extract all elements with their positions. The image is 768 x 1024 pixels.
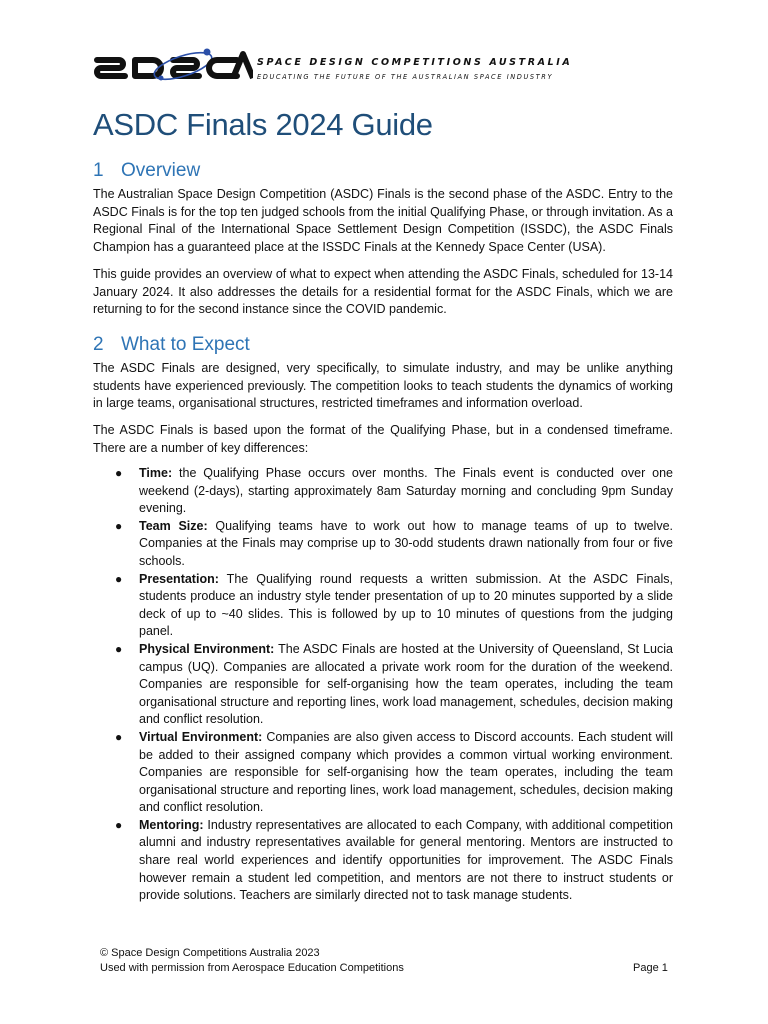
org-name: SPACE DESIGN COMPETITIONS AUSTRALIA	[257, 57, 573, 68]
section-title: Overview	[121, 160, 201, 181]
bullet-term: Presentation:	[139, 571, 219, 586]
bullet-term: Team Size:	[139, 518, 208, 533]
bullet-icon: ●	[115, 817, 123, 832]
bullet-term: Physical Environment:	[139, 641, 275, 656]
bullet-icon: ●	[115, 518, 123, 533]
overview-paragraph-2: This guide provides an overview of what to expect when attending the ASDC Finals, scheduled for 13-14 January 2024. It also addresses the details for a residential format for the ASDC Finals, which we are returning to for the second instance since the COVID pandemic.	[93, 267, 673, 317]
expect-paragraph-2: The ASDC Finals is based upon the format of the Qualifying Phase, but in a condensed timeframe. There are a number of key differences:	[93, 423, 673, 455]
bullet-icon: ●	[115, 466, 123, 480]
list-item	[93, 571, 673, 641]
bullet-text: the Qualifying Phase occurs over months. The Finals event is conducted over one weekend (2-days), starting approximately 8am Saturday morning and concluding 9pm Sunday evening.	[139, 466, 673, 516]
document-title: ASDC Finals 2024 Guide	[93, 107, 433, 142]
expect-paragraph-1: The ASDC Finals are designed, very specifically, to simulate industry, and may be unlike anything students have experienced previously. The competition looks to teach students the dynamics of working in large teams, organisational structures, restricted timeframes and information overload.	[93, 361, 673, 411]
footer-permission: Used with permission from Aerospace Education Competitions	[100, 962, 404, 974]
bullet-text: The Qualifying round requests a written submission. At the ASDC Finals, students produce an industry style tender presentation of up to 20 minutes supported by a slide deck of up to ~40 slides. This is followed by up to 10 minutes of questions from the judging panel.	[139, 571, 673, 639]
list-item	[93, 729, 673, 817]
bullet-icon: ●	[115, 729, 123, 744]
list-item	[93, 641, 673, 729]
overview-paragraph-1: The Australian Space Design Competition (ASDC) Finals is the second phase of the ASDC. Entry to the ASDC Finals is for the top ten judged schools from the initial Qualifying Phase, or through invitation. As a Regional Final of the International Space Settlement Design Competition (ISSDC), the ASDC Finals Champion has a guaranteed place at the ISSDC Finals at the Kennedy Space Center (USA).	[93, 187, 673, 254]
bullet-text: Qualifying teams have to work out how to manage teams of up to twelve. Companies at the Finals may comprise up to 30-odd students drawn nationally from four or five schools.	[139, 518, 673, 568]
list-item	[93, 817, 673, 905]
section-title: What to Expect	[121, 334, 250, 355]
bullet-icon: ●	[115, 641, 123, 656]
list-item	[93, 465, 673, 518]
bullet-text: The ASDC Finals are hosted at the University of Queensland, St Lucia campus (UQ). Companies are allocated a private work room for the duration of the weekend. Companies are responsible for self-organising how the team operates, including the team organisational structure and reporting lines, work load management, schedules, decision making and conflict resolution.	[139, 641, 673, 727]
sdsca-logo	[93, 40, 253, 88]
bullet-term: Mentoring:	[139, 817, 204, 832]
document-header	[93, 40, 683, 88]
section-heading-what-to-expect	[93, 334, 250, 356]
section-number: 2	[93, 334, 104, 355]
bullet-icon: ●	[115, 571, 123, 586]
page-number: Page 1	[633, 962, 668, 974]
section-number: 1	[93, 160, 104, 181]
bullet-text: Industry representatives are allocated to each Company, with additional competition alumni and industry representatives available for general mentoring. Mentors are instructed to share real world experiences and identify opportunities for improvement. The ASDC Finals however remain a student led competition, and mentors are not there to instruct students or provide solutions. Teachers are similarly directed not to task manage students.	[139, 817, 673, 903]
bullet-text: Companies are also given access to Discord accounts. Each student will be added to their assigned company which provides a common virtual working environment. Companies are responsible for self-organising how the team operates, including the team organisational structure and reporting lines, work load management, schedules, decision making and conflict resolution.	[139, 729, 673, 815]
list-item	[93, 518, 673, 571]
bullet-term: Time:	[139, 466, 173, 480]
section-heading-overview	[93, 160, 200, 182]
bullet-term: Virtual Environment:	[139, 729, 263, 744]
key-differences-list	[93, 465, 673, 905]
org-tagline: EDUCATING THE FUTURE OF THE AUSTRALIAN SPACE INDUSTRY	[257, 73, 554, 81]
footer-copyright: © Space Design Competitions Australia 2023	[100, 947, 320, 959]
